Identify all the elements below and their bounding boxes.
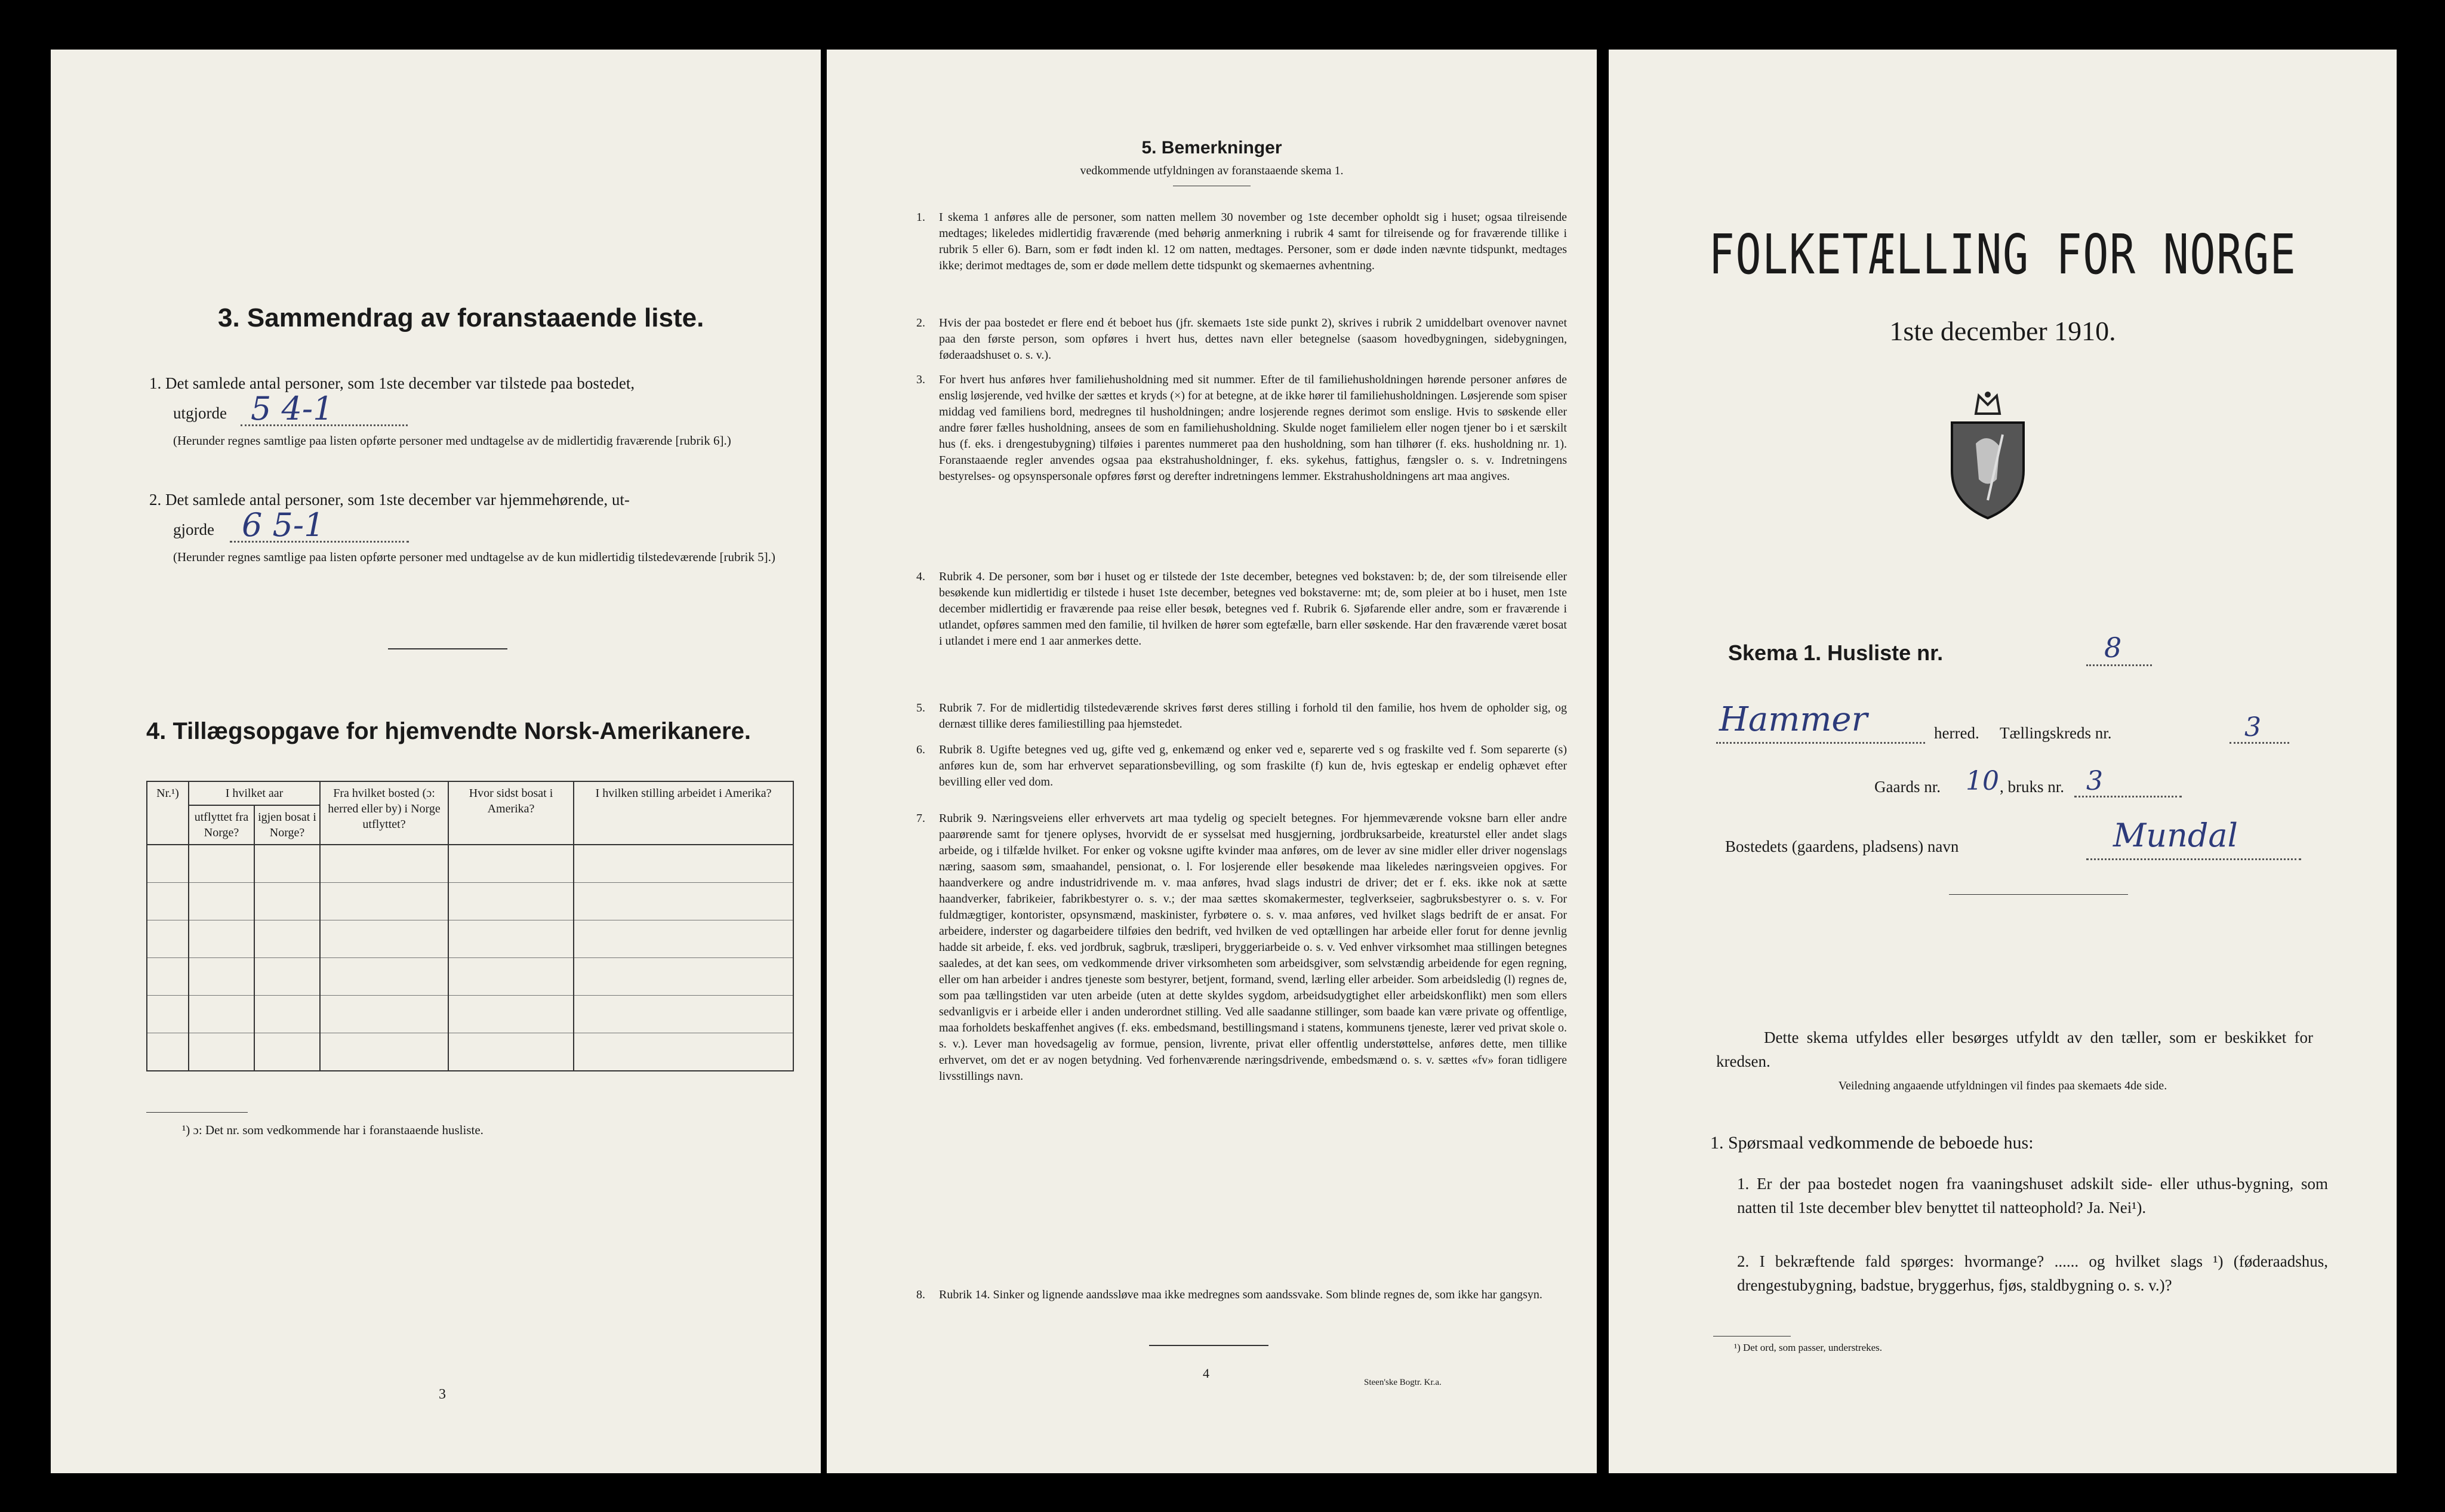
bruks-value: 3 — [2086, 766, 2103, 796]
header-fra: Fra hvilket bosted (ɔ: herred eller by) i Norge utflyttet? — [320, 781, 448, 845]
header-nr: Nr.¹) — [147, 781, 189, 845]
item2-num: 2. — [149, 491, 162, 509]
gaards-value: 10 — [1966, 766, 1999, 796]
footnote-rule — [146, 1112, 248, 1113]
kreds-label: Tællingskreds nr. — [2000, 724, 2112, 742]
herred-label: herred. — [1934, 724, 1979, 742]
husliste-number: 8 — [2104, 632, 2122, 664]
item1-num: 1. — [149, 374, 162, 392]
page-number: 3 — [439, 1387, 446, 1402]
divider — [388, 648, 507, 649]
table-row — [147, 996, 793, 1033]
ornament-rule — [1949, 894, 2128, 895]
veiledning-text: Veiledning angaaende utfyldningen vil findes paa skemaets 4de side. — [1838, 1079, 2167, 1092]
header-hvor: Hvor sidst bosat i Amerika? — [448, 781, 574, 845]
census-title: FOLKETÆLLING FOR NORGE — [1708, 223, 2297, 287]
herred-value: Hammer — [1719, 700, 1868, 739]
remark-item: 4. Rubrik 4. De personer, som bør i huset og er tilstede der 1ste december, betegnes ved bokstaven: b; de, der som tilreisende eller besøkende kun midlertidig er tilstede i huset 1ste december, betegnes ved bokstaverne: mt; de, som pleier at bo i huset, men 1ste december midlertidig er fraværende paa reise eller besøk, betegnes ved f. Rubrik 6. Sjøfarende eller andre, som er fraværende i utlandet, opføres sammen med den familie, til hvilken de hører som egtefælle, barn eller søskende. Har den fraværende været bosat i utlandet i mere end 1 aar anmerkes dette. — [916, 570, 1567, 648]
item2-text: Det samlede antal personer, som 1ste december var hjemmehørende, ut- — [165, 491, 630, 509]
item1-text: Det samlede antal personer, som 1ste december var tilstede paa bostedet, — [165, 374, 635, 392]
table-row — [147, 1033, 793, 1071]
header-group: I hvilket aar — [189, 781, 320, 805]
skema-label: Skema 1. Husliste nr. — [1728, 640, 1944, 665]
bruks-line — [2074, 796, 2182, 797]
left-page — [51, 50, 821, 1473]
header-stilling: I hvilken stilling arbeidet i Amerika? — [574, 781, 793, 845]
remark-item: 6. Rubrik 8. Ugifte betegnes ved ug, gifte ved g, enkemænd og enker ved e, separerte ved s og fraskilte ved f. Som separerte (s) anføres kun de, som har erhvervet separationsbevilling, og som fraskilte (f) kun de, hvis egteskap er endelig ophævet efter bevilling eller ved dom. — [916, 743, 1567, 789]
item2-fill-line — [230, 541, 409, 543]
intro-text: Dette skema utfyldes eller besørges utfyldt av den tæller, som er beskikket for kredsen. — [1716, 1028, 2313, 1070]
kreds-value: 3 — [2244, 712, 2261, 743]
bosted-label: Bostedets (gaardens, pladsens) navn — [1725, 837, 1959, 855]
item2-prefix: gjorde — [173, 521, 214, 538]
question1-2: 2. I bekræftende fald spørges: hvormange? ...... og hvilket slags ¹) (føderaadshus, drengestubygning, badstue, bryggerhus, fjøs, staldbygning o. s. v.)? — [1737, 1252, 2328, 1294]
middle-page — [827, 50, 1597, 1473]
remark-item: 5. Rubrik 7. For de midlertidig tilstedeværende skrives først deres stilling i forhold til den familie, hos hvem de opholder sig, og dernæst tillike deres familiestilling paa hjemstedet. — [916, 701, 1567, 731]
remark-item: 8. Rubrik 14. Sinker og lignende aandssløve maa ikke medregnes som aandssvake. Som blinde regnes de, som ikke har gangsyn. — [916, 1288, 1542, 1301]
table-footnote: ¹) ɔ: Det nr. som vedkommende har i foranstaaende husliste. — [182, 1123, 484, 1137]
remark-item: 1. I skema 1 anføres alle de personer, som natten mellem 30 november og 1ste december opholdt sig i huset; ogsaa tilreisende medtages; likeledes midlertidig fraværende (med behørig anmerkning i rubrik 4 samt for tilreisende og for fraværende tillike i rubrik 5 eller 6). Barn, som er født inden kl. 12 om natten, medtages. Personer, som er døde inden nævnte tidspunkt, medtages ikke; derimot medtages de, som er døde mellem dette tidspunkt og skemaernes avhentning. — [916, 211, 1567, 272]
question1-1: 1. Er der paa bostedet nogen fra vaaningshuset adskilt side- eller uthus-bygning, som natten til 1ste december blev benyttet til natteophold? Ja. Nei¹). — [1737, 1175, 2328, 1217]
page-number: 4 — [1203, 1366, 1209, 1381]
remark-item: 2. Hvis der paa bostedet er flere end ét beboet hus (jfr. skemaets 1ste side punkt 2), skrives i rubrik 2 umiddelbart ovenover navnet paa den første person, som opføres i hvert hus, dettes navn eller betegnelse (saasom hovedbygningen, sidebygningen, føderaadshuset o. s. v.). — [916, 316, 1567, 362]
husliste-line — [2086, 664, 2152, 666]
table-row — [147, 958, 793, 996]
item1-note: (Herunder regnes samtlige paa listen opførte personer med undtagelse av de midlertidig fraværende [rubrik 6].) — [173, 433, 731, 448]
coat-of-arms-icon — [1943, 390, 2033, 521]
bruks-label: , bruks nr. — [2000, 778, 2064, 796]
gaards-label: Gaards nr. — [1874, 778, 1941, 796]
question1-title: 1. Spørsmaal vedkommende de beboede hus: — [1710, 1133, 2034, 1153]
item2-handwritten-count: 6 5-1 — [242, 506, 325, 544]
item1-fill-line — [241, 424, 408, 426]
bosted-line — [2086, 858, 2301, 860]
bosted-value: Mundal — [2113, 817, 2238, 854]
header-igjen: igjen bosat i Norge? — [254, 805, 320, 845]
section4-title: 4. Tillægsopgave for hjemvendte Norsk-Amerikanere. — [146, 718, 751, 744]
item2-note: (Herunder regnes samtlige paa listen opførte personer med undtagelse av de kun midlertidig tilstedeværende [rubrik 5].) — [173, 550, 775, 564]
item1-prefix: utgjorde — [173, 404, 227, 422]
census-date: 1ste december 1910. — [1889, 316, 2116, 346]
section3-item1 — [149, 372, 797, 395]
kreds-line — [2230, 742, 2289, 744]
remarks-title: 5. Bemerkninger — [1141, 138, 1282, 158]
herred-line — [1716, 742, 1925, 744]
norsk-amerikanere-table — [146, 781, 794, 1071]
remarks-subtitle: vedkommende utfyldningen av foranstaaende skema 1. — [1080, 164, 1344, 177]
footnote: ¹) Det ord, som passer, understrekes. — [1734, 1342, 1883, 1353]
printer-mark: Steen'ske Bogtr. Kr.a. — [1364, 1378, 1442, 1387]
footnote-rule — [1713, 1336, 1791, 1337]
bottom-rule — [1149, 1345, 1268, 1346]
section3-title: 3. Sammendrag av foranstaaende liste. — [218, 303, 704, 332]
header-utflyttet: utflyttet fra Norge? — [189, 805, 254, 845]
remark-item: 3. For hvert hus anføres hver familiehusholdning med sit nummer. Efter de til familiehusholdningen hørende personer anføres de enslig løsjerende, ved hvilke der sættes et kryds (×) for at betegne, at de ikke hører til familiehusholdningen. Løsjerende som spiser middag ved familiens bord, medregnes til husholdningen; andre losjerende regnes derimot som enslige. Hvis to søskende eller andre fører fælles husholdning, ansees de som en familiehusholdning. Skulde noget familielem eller nogen tjener bo i et særskilt hus (f. eks. i drengestubygning) tilføies i parentes nummeret paa den husholdning, som han tilhører (f. eks. husholdning nr. 1). Foranstaaende regler anvendes ogsaa paa ekstrahusholdninger, f. eks. sykehus, fattighus, fængsler o. s. v. Indretningens bestyrelses- og opsynspersonale opføres først og derefter indretningens lemmer. Ekstrahusholdningens art maa angives. — [916, 373, 1567, 483]
remark-item: 7. Rubrik 9. Næringsveiens eller erhvervets art maa tydelig og specielt betegnes. For hjemmeværende voksne barn eller andre paarørende samt for tjenere oplyses, hvorvidt de er sysselsat med husgjerning, jordbruksarbeide, kreaturstel eller andet slags arbeide, og i tilfælde hvilket. For enker og voksne ugifte kvinder maa anføres, om de lever av sine midler eller driver nogenslags næring, saasom søm, smaahandel, pensionat, o. l. For losjerende eller besøkende maa likeledes næringsveien opgives. For haandverkere og andre industridrivende m. v. maa anføres, hvad slags industri de driver; det er f. eks. ikke nok at sætte haandverker, fabrikeier, fabrikbestyrer o. s. v.; der maa sættes skomakermester, teglverkseier, sagbruksbestyrer o. s. v. For fuldmægtiger, kontorister, opsynsmænd, maskinister, fyrbøtere o. s. v. maa anføres, ved hvilket slags bedrift de er ansat. For arbeidere, inderster og dagarbeidere tilføies den bedrift, ved hvilken de ved optællingen har arbeide eller forut for denne jevnlig hadde sit arbeide, f. eks. ved jordbruk, sagbruk, træsliperi, bryggeriarbeide o. s. v. Ved enhver virksomhet maa stillingen betegnes saaledes, at det kan sees, om vedkommende driver virksomheten som arbeidsgiver, som selvstændig arbeidende for egen regning, eller om han arbeider i andres tjeneste som bestyrer, betjent, formand, svend, lærling eller arbeider. Som arbeidsledig (l) regnes de, som paa tællingstiden var uten arbeide (uten at dette skyldes sygdom, arbeidsudygtighet eller arbeidskonflikt) men som ellers sedvanligvis er i arbeide eller i anden underordnet stilling. Ved alle saadanne stillinger, som baade kan være private og offentlige, maa forholdets beskaffenhet angives (f. eks. embedsmand, bestillingsmand i statens, kommunens tjeneste, lærer ved privat skole o. s. v.). Lever man hovedsagelig av formue, pension, livrente, privat eller offentlig understøttelse, anføres dette, men tillike erhvervet, om det er av nogen betydning. Ved forhenværende næringsdrivende, embedsmænd o. s. v. sættes «fv» foran tidligere livsstillings navn. — [916, 812, 1567, 1083]
table-row — [147, 920, 793, 958]
right-page — [1609, 50, 2397, 1473]
item1-handwritten-count: 5 4-1 — [251, 390, 334, 427]
table-row — [147, 883, 793, 920]
table-row — [147, 845, 793, 883]
